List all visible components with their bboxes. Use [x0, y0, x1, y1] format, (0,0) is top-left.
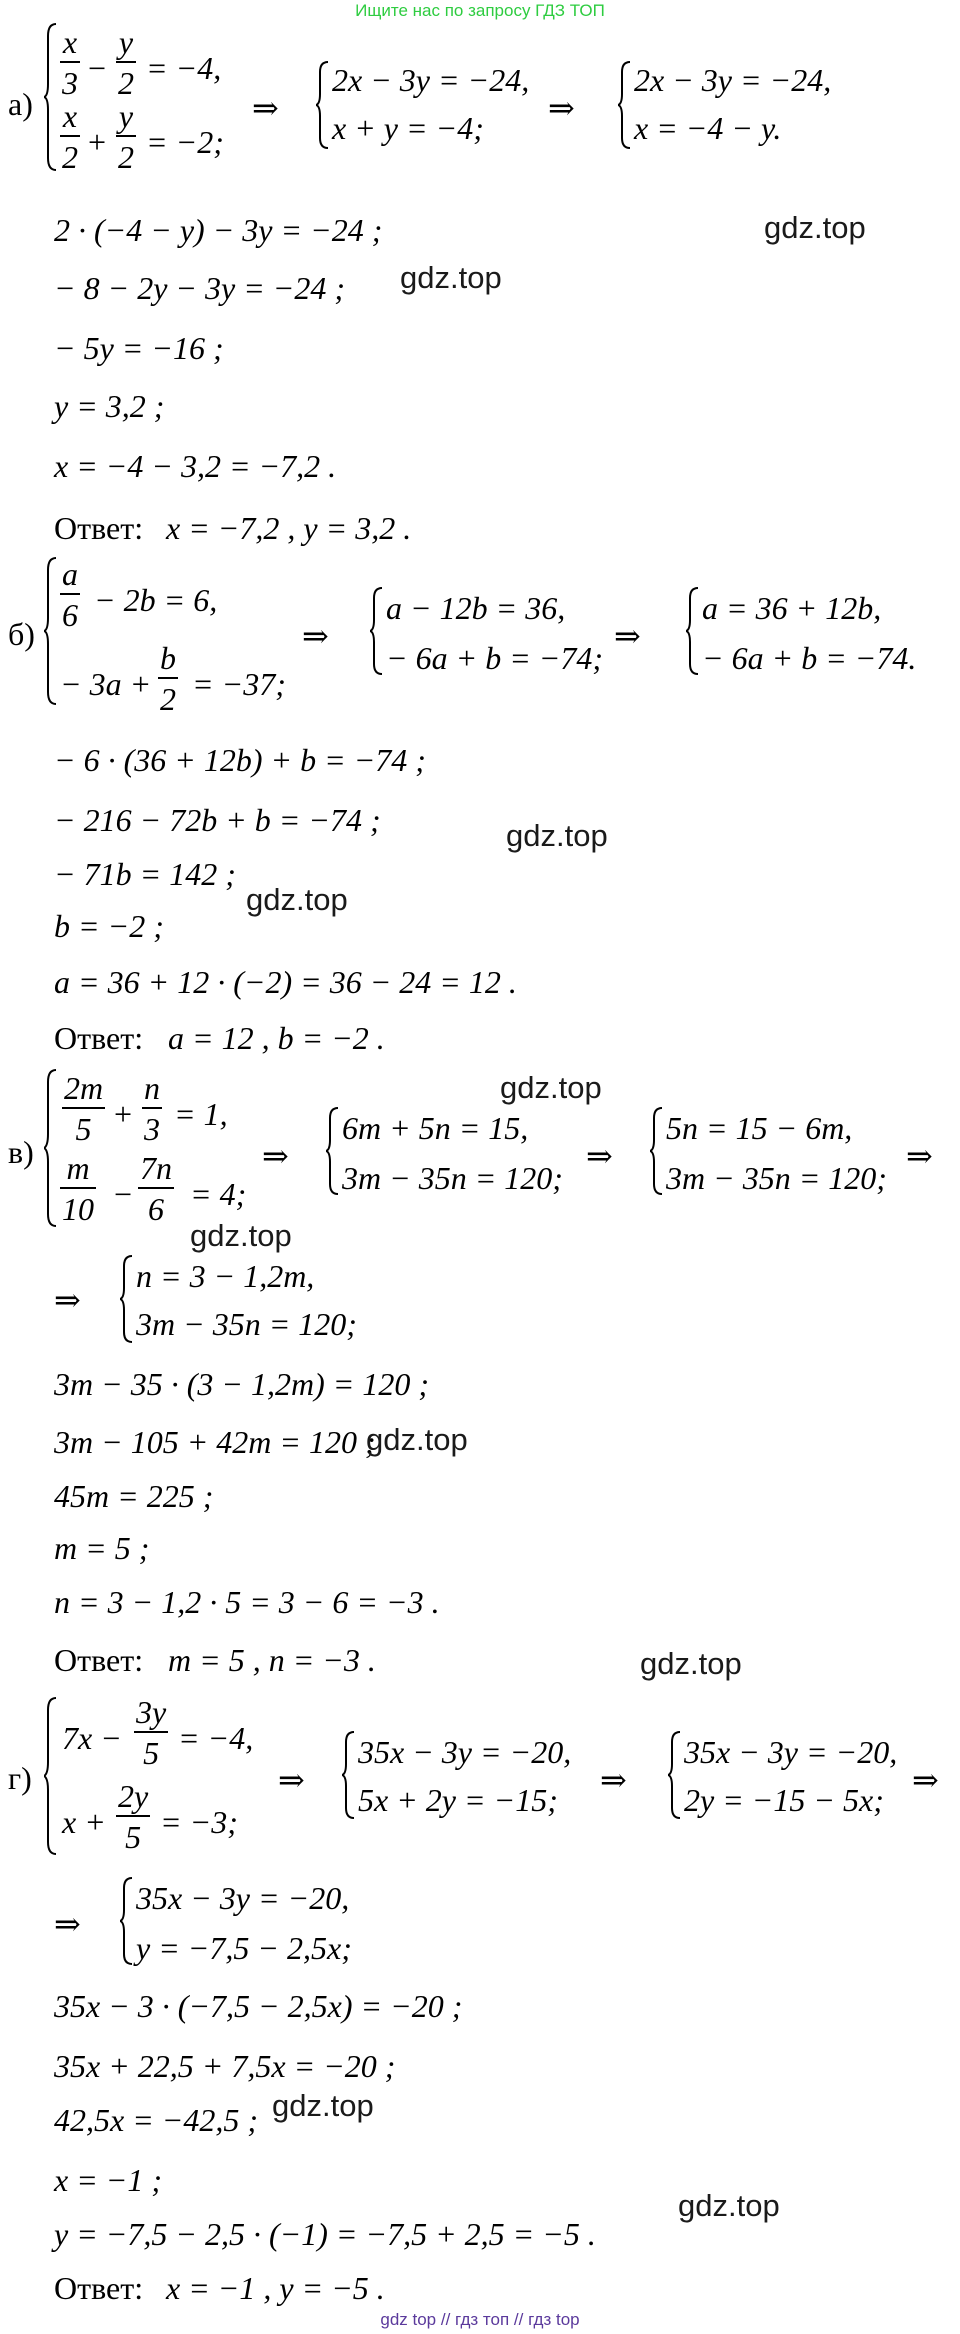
- implies-arrow: ⇒: [262, 1138, 289, 1174]
- math-line: n = 3 − 1,2 · 5 = 3 − 6 = −3 .: [54, 1584, 440, 1620]
- math-line: 5x + 2y = −15;: [358, 1782, 558, 1818]
- math-line: 3m − 35 · (3 − 1,2m) = 120 ;: [54, 1366, 429, 1402]
- math-line: x = −4 − y.: [634, 110, 782, 146]
- answer-label: Ответ:: [54, 2270, 144, 2306]
- brace-icon: [618, 60, 632, 150]
- watermark: gdz.top: [764, 210, 866, 245]
- math-line: 3m − 35n = 120;: [666, 1160, 887, 1196]
- answer-text: x = −1 , y = −5 .: [166, 2270, 385, 2306]
- math-line: n = 3 − 1,2m,: [136, 1258, 315, 1294]
- brace-icon: [650, 1106, 664, 1196]
- math-line: − 5y = −16 ;: [54, 330, 224, 366]
- math-line: − 216 − 72b + b = −74 ;: [54, 802, 381, 838]
- math-line: − 6 · (36 + 12b) + b = −74 ;: [54, 742, 426, 778]
- brace-icon: [370, 586, 384, 676]
- math-line: − 8 − 2y − 3y = −24 ;: [54, 270, 346, 306]
- brace-icon: [668, 1730, 682, 1820]
- math-line: y = −7,5 − 2,5 · (−1) = −7,5 + 2,5 = −5 .: [54, 2216, 596, 2252]
- brace-icon: [120, 1876, 134, 1966]
- implies-arrow: ⇒: [614, 618, 641, 654]
- watermark: gdz.top: [366, 1422, 468, 1457]
- answer-label: Ответ:: [54, 1642, 144, 1678]
- answer-text: a = 12 , b = −2 .: [168, 1020, 385, 1056]
- implies-arrow: ⇒: [278, 1762, 305, 1798]
- answer-label: Ответ:: [54, 1020, 144, 1056]
- math-line: a = 36 + 12b,: [702, 590, 882, 626]
- math-line: 5n = 15 − 6m,: [666, 1110, 853, 1146]
- footer-link[interactable]: гдз top: [528, 2310, 580, 2329]
- brace-icon: [44, 1696, 58, 1856]
- math-line: 35x − 3y = −20,: [684, 1734, 898, 1770]
- answer-text: m = 5 , n = −3 .: [168, 1642, 376, 1678]
- footer-links: [0, 2310, 960, 2330]
- math-line: a = 36 + 12 · (−2) = 36 − 24 = 12 .: [54, 964, 517, 1000]
- implies-arrow: ⇒: [302, 618, 329, 654]
- fraction: 7n 6: [140, 1150, 172, 1227]
- math-text: = −37;: [192, 666, 286, 702]
- fraction: 2y 5: [118, 1778, 149, 1855]
- footer-link[interactable]: gdz top: [380, 2310, 437, 2329]
- math-line: 3m − 35n = 120;: [342, 1160, 563, 1196]
- footer-link[interactable]: гдз топ: [455, 2310, 510, 2329]
- fraction: 3y 5: [136, 1694, 167, 1771]
- fraction: y 2: [118, 24, 134, 101]
- fraction: n 3: [144, 1070, 160, 1147]
- fraction: b 2: [160, 640, 176, 717]
- math-line: − 6a + b = −74;: [386, 640, 604, 676]
- watermark: gdz.top: [640, 1646, 742, 1681]
- math-line: 35x − 3 · (−7,5 − 2,5x) = −20 ;: [54, 1988, 463, 2024]
- fraction: m 10: [62, 1150, 94, 1227]
- math-line: 2y = −15 − 5x;: [684, 1782, 884, 1818]
- implies-arrow: ⇒: [912, 1762, 939, 1798]
- math-line: y = −7,5 − 2,5x;: [136, 1930, 352, 1966]
- math-operator: −: [114, 1176, 133, 1212]
- brace-icon: [44, 22, 58, 172]
- watermark: gdz.top: [678, 2188, 780, 2223]
- math-line: 35x − 3y = −20,: [136, 1880, 350, 1916]
- math-line: a − 12b = 36,: [386, 590, 566, 626]
- watermark: gdz.top: [246, 882, 348, 917]
- math-line: 3m − 105 + 42m = 120 ;: [54, 1424, 376, 1460]
- implies-arrow: ⇒: [54, 1906, 81, 1942]
- math-line: x = −1 ;: [54, 2162, 163, 2198]
- math-text: x +: [62, 1804, 106, 1840]
- math-line: − 6a + b = −74.: [702, 640, 917, 676]
- implies-arrow: ⇒: [252, 90, 279, 126]
- math-text: 7x −: [62, 1720, 122, 1756]
- math-text: − 2b = 6,: [94, 582, 218, 618]
- brace-icon: [316, 60, 330, 150]
- footer-separator: //: [513, 2310, 524, 2329]
- math-line: 6m + 5n = 15,: [342, 1110, 529, 1146]
- search-hint-link[interactable]: Ищите нас по запросу ГДЗ ТОП: [355, 1, 605, 20]
- watermark: gdz.top: [190, 1218, 292, 1253]
- answer-label: Ответ:: [54, 510, 144, 546]
- footer-separator: //: [440, 2310, 451, 2329]
- implies-arrow: ⇒: [54, 1282, 81, 1318]
- math-line: 35x + 22,5 + 7,5x = −20 ;: [54, 2048, 396, 2084]
- math-operator: +: [114, 1096, 133, 1132]
- fraction: a 6: [62, 556, 78, 633]
- math-line: − 71b = 142 ;: [54, 856, 236, 892]
- math-text: − 3a +: [60, 666, 152, 702]
- brace-icon: [44, 556, 58, 706]
- math-line: m = 5 ;: [54, 1530, 150, 1566]
- math-line: 45m = 225 ;: [54, 1478, 214, 1514]
- math-line: x = −4 − 3,2 = −7,2 .: [54, 448, 337, 484]
- math-line: y = 3,2 ;: [54, 388, 165, 424]
- label-part-a: а): [8, 86, 33, 122]
- implies-arrow: ⇒: [548, 90, 575, 126]
- math-text: = −4,: [146, 50, 222, 86]
- math-operator: +: [88, 124, 107, 160]
- fraction: x 2: [62, 98, 78, 175]
- math-line: b = −2 ;: [54, 908, 164, 944]
- watermark: gdz.top: [400, 260, 502, 295]
- math-text: = −3;: [160, 1804, 238, 1840]
- math-line: 2x − 3y = −24,: [332, 62, 530, 98]
- implies-arrow: ⇒: [600, 1762, 627, 1798]
- brace-icon: [342, 1730, 356, 1820]
- answer-text: x = −7,2 , y = 3,2 .: [166, 510, 412, 546]
- watermark: gdz.top: [500, 1070, 602, 1105]
- fraction: 2m 5: [64, 1070, 104, 1147]
- math-line: 2 · (−4 − y) − 3y = −24 ;: [54, 212, 383, 248]
- label-part-v: в): [8, 1134, 34, 1170]
- math-line: 35x − 3y = −20,: [358, 1734, 572, 1770]
- implies-arrow: ⇒: [586, 1138, 613, 1174]
- fraction: x 3: [62, 24, 78, 101]
- label-part-g: г): [8, 1760, 32, 1796]
- brace-icon: [44, 1068, 58, 1228]
- fraction: y 2: [118, 98, 134, 175]
- math-line: 42,5x = −42,5 ;: [54, 2102, 259, 2138]
- math-text: = −2;: [146, 124, 224, 160]
- math-operator: −: [88, 50, 107, 86]
- math-line: 2x − 3y = −24,: [634, 62, 832, 98]
- brace-icon: [686, 586, 700, 676]
- math-text: = 1,: [174, 1096, 228, 1132]
- math-text: = 4;: [190, 1176, 247, 1212]
- math-text: = −4,: [178, 1720, 254, 1756]
- math-line: 3m − 35n = 120;: [136, 1306, 357, 1342]
- brace-icon: [120, 1254, 134, 1344]
- label-part-b: б): [8, 616, 35, 652]
- watermark: gdz.top: [272, 2088, 374, 2123]
- brace-icon: [326, 1106, 340, 1196]
- implies-arrow: ⇒: [906, 1138, 933, 1174]
- math-line: x + y = −4;: [332, 110, 484, 146]
- watermark: gdz.top: [506, 818, 608, 853]
